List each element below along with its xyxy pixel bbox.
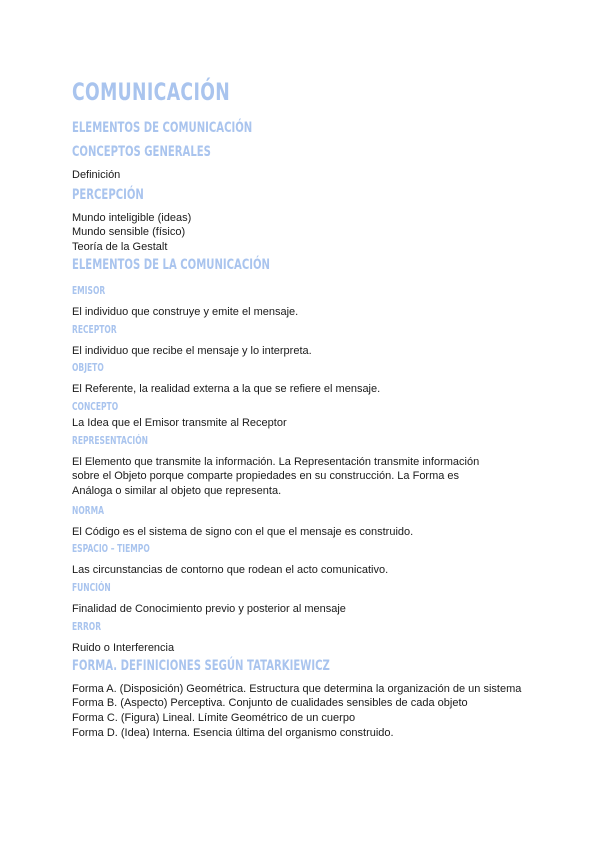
section-heading-norma: NORMA	[72, 504, 104, 517]
forma-item: Forma B. (Aspecto) Perceptiva. Conjunto de cualidades sensibles de cada objeto	[72, 697, 468, 710]
section-heading-representacion: REPRESENTACIÓN	[72, 434, 148, 447]
heading-percepcion: PERCEPCIÓN	[72, 186, 144, 203]
section-heading-receptor: RECEPTOR	[72, 323, 117, 336]
heading-elementos-de-la-comunicacion: ELEMENTOS DE LA COMUNICACIÓN	[72, 256, 270, 273]
section-heading-funcion: FUNCIÓN	[72, 582, 111, 595]
section-text: sobre el Objeto porque comparte propiedades en su construcción. La Forma es	[72, 470, 460, 483]
section-heading-concepto: CONCEPTO	[72, 400, 119, 413]
forma-item: Forma A. (Disposición) Geométrica. Estructura que determina la organización de un sistema	[72, 682, 522, 695]
section-heading-emisor: EMISOR	[72, 284, 106, 297]
forma-item: Forma D. (Idea) Interna. Esencia última del organismo construido.	[72, 726, 394, 739]
heading-forma-definiciones: FORMA. DEFINICIONES SEGÚN TATARKIEWICZ	[72, 657, 330, 674]
forma-item: Forma C. (Figura) Lineal. Límite Geométrico de un cuerpo	[72, 711, 356, 724]
section-heading-objeto: OBJETO	[72, 362, 104, 375]
section-heading-espacio-tiempo: ESPACIO – TIEMPO	[72, 543, 150, 556]
document-page	[72, 78, 542, 740]
document-title: COMUNICACIÓN	[72, 78, 231, 106]
section-text: Las circunstancias de contorno que rodean el acto comunicativo.	[72, 564, 389, 577]
section-text: El individuo que recibe el mensaje y lo interpreta.	[72, 344, 312, 357]
section-text: La Idea que el Emisor transmite al Receptor	[72, 416, 287, 429]
heading-conceptos-generales: CONCEPTOS GENERALES	[72, 144, 211, 160]
section-text: Ruido o Interferencia	[72, 641, 175, 654]
section-text: Finalidad de Conocimiento previo y posterior al mensaje	[72, 603, 346, 616]
section-text: El Elemento que transmite la información. La Representación transmite información	[72, 455, 480, 468]
section-text: El Código es el sistema de signo con el que el mensaje es construido.	[72, 525, 414, 538]
percepcion-item: Mundo inteligible (ideas)	[72, 211, 192, 224]
heading-elementos-de-comunicacion: ELEMENTOS DE COMUNICACIÓN	[72, 120, 253, 136]
definicion-text: Definición	[72, 169, 121, 181]
percepcion-item: Mundo sensible (físico)	[72, 226, 186, 239]
section-text: Análoga o similar al objeto que representa.	[72, 485, 282, 498]
percepcion-item: Teoría de la Gestalt	[72, 241, 168, 254]
section-heading-error: ERROR	[72, 620, 102, 633]
section-text: El individuo que construye y emite el mensaje.	[72, 305, 299, 318]
section-text: El Referente, la realidad externa a la que se refiere el mensaje.	[72, 383, 381, 396]
